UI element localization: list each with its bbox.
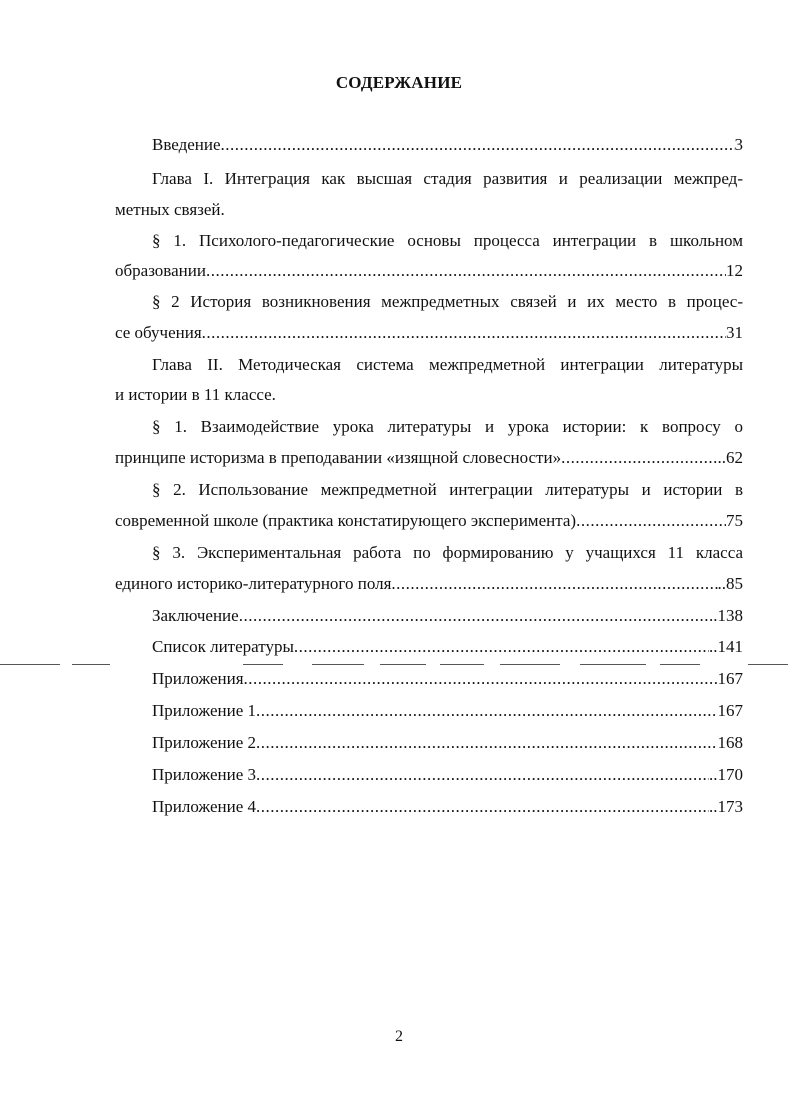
toc-page-number: 167: [717, 701, 743, 720]
toc-page-number: ..173: [709, 797, 743, 816]
scan-artifact-line: [72, 664, 110, 665]
toc-leader-dots: [294, 636, 709, 658]
toc-page-number: ..170: [709, 765, 743, 784]
toc-leader-dots: [221, 134, 735, 156]
toc-entry-label: образовании: [115, 261, 206, 280]
scan-artifact-line: [580, 664, 646, 665]
toc-entry-label: Приложение 4: [152, 797, 256, 816]
toc-page-number: ..141: [709, 637, 743, 656]
toc-entry-label: се обучения: [115, 323, 202, 342]
toc-entry-label: Приложение 3: [152, 765, 256, 784]
toc-entry-appendix-1: [115, 700, 743, 722]
toc-entry-label: Приложение 2: [152, 733, 256, 752]
toc-leader-dots: [256, 764, 709, 786]
toc-entry-label: единого историко-литературного поля: [115, 574, 392, 593]
toc-page-number: 168: [717, 733, 743, 752]
toc-page-number: 75: [726, 511, 743, 530]
toc-leader-dots: [202, 322, 726, 344]
toc-page-number: ..138: [709, 606, 743, 625]
page-title: СОДЕРЖАНИЕ: [335, 73, 463, 92]
toc-leader-dots: [244, 668, 718, 690]
toc-entry-label: Заключение: [152, 606, 239, 625]
toc-leader-dots: [576, 510, 726, 532]
toc-leader-dots: [206, 260, 726, 282]
scan-artifact-line: [500, 664, 560, 665]
toc-leader-dots: [256, 796, 709, 818]
toc-entry-ch1-sec1-line1: § 1. Психолого-педагогические основы процесса интеграции в школьном: [152, 231, 743, 250]
toc-entry-conclusion: [115, 605, 743, 627]
toc-entry-chapter-2-line1: Глава II. Методическая система межпредметной интеграции литературы: [152, 355, 743, 374]
toc-entry-appendix-3: [115, 764, 743, 786]
scan-artifact-line: [748, 664, 788, 665]
toc-page-number: 12: [726, 261, 743, 280]
toc-leader-dots: [256, 732, 718, 754]
scan-artifact-line: [0, 664, 60, 665]
toc-leader-dots: [239, 605, 709, 627]
toc-entry-ch1-sec1-line2: [115, 260, 743, 282]
toc-entry-label: Список литературы: [152, 637, 294, 656]
toc-entry-label: Приложение 1: [152, 701, 256, 720]
scan-artifact-line: [440, 664, 484, 665]
toc-entry-ch2-sec2-line1: § 2. Использование межпредметной интеграции литературы и истории в: [152, 480, 743, 499]
toc-leader-dots: [391, 573, 717, 595]
scan-artifact-line: [312, 664, 364, 665]
toc-entry-ch2-sec1-line2: [115, 447, 743, 469]
scan-artifact-line: [380, 664, 426, 665]
page-number: 2: [395, 1028, 403, 1045]
toc-entry-chapter-2-line2: и истории в 11 классе.: [115, 385, 276, 404]
toc-entry-label: принципе историзма в преподавании «изящной словесности»: [115, 448, 562, 467]
toc-entry-appendix-2: [115, 732, 743, 754]
toc-page-number: 3: [734, 135, 743, 154]
toc-page-number: ..62: [717, 448, 743, 467]
toc-entry-ch2-sec3-line2: [115, 573, 743, 595]
toc-entry-bibliography: [115, 636, 743, 658]
toc-entry-ch1-sec2-line2: [115, 322, 743, 344]
toc-page-number: 167: [717, 669, 743, 688]
toc-entry-appendices: [115, 668, 743, 690]
toc-entry-ch1-sec2-line1: § 2 История возникновения межпредметных связей и их место в процес-: [152, 292, 743, 311]
scan-artifact-line: [243, 664, 283, 665]
toc-entry-intro: [115, 134, 743, 156]
toc-leader-dots: [256, 700, 718, 722]
toc-entry-label: Приложения: [152, 669, 244, 688]
toc-page-number: ..85: [717, 574, 743, 593]
toc-entry-label: современной школе (практика констатирующего эксперимента): [115, 511, 577, 530]
toc-entry-chapter-1-line1: Глава I. Интеграция как высшая стадия развития и реализации межпред-: [152, 169, 743, 188]
toc-leader-dots: [561, 447, 717, 469]
toc-entry-appendix-4: [115, 796, 743, 818]
toc-entry-ch2-sec2-line2: [115, 510, 743, 532]
toc-entry-label: Введение: [152, 135, 221, 154]
toc-entry-chapter-1-line2: метных связей.: [115, 200, 225, 219]
toc-page-number: 31: [726, 323, 743, 342]
scan-artifact-line: [660, 664, 700, 665]
toc-entry-ch2-sec1-line1: § 1. Взаимодействие урока литературы и урока истории: к вопросу о: [152, 417, 743, 436]
toc-entry-ch2-sec3-line1: § 3. Экспериментальная работа по формированию у учащихся 11 класса: [152, 543, 743, 562]
